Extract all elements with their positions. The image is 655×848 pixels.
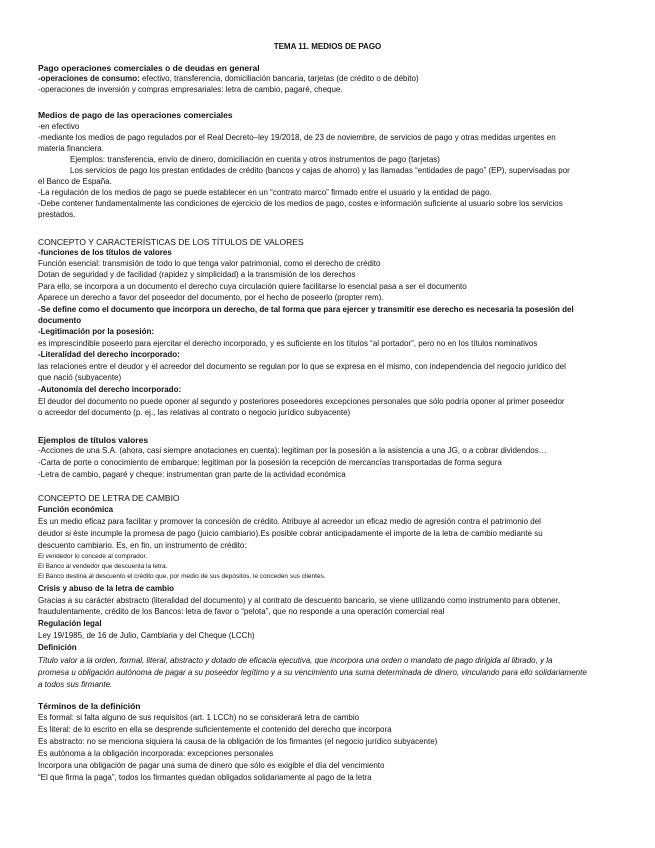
text-line: Es formal: si falta alguno de sus requisitos (art. 1 LCCh) no se considerará letra de cambio	[38, 713, 360, 722]
text-line: El deudor del documento no puede oponer al segundo y posteriores poseedores excepciones personales que sólo podría oponer al primer poseedor	[38, 397, 565, 406]
bold-label: -operaciones de consumo:	[38, 74, 140, 83]
text-line: Función esencial: transmisión de todo lo que tenga valor patrimonial, como el derecho de crédito	[38, 259, 381, 268]
small-text-line: El Banco destina al descuento el crédito que, por medio de sus depósitos, le conceden sus clientes.	[38, 573, 326, 580]
section-heading-letra: CONCEPTO DE LETRA DE CAMBIO	[38, 493, 180, 503]
text-line: Para ello, se incorpora a un documento el derecho cuya circulación quiere facilitarse lo esencial pasa a ser el documento	[38, 282, 467, 291]
text-line: fraudulentamente, crédito de los Bancos: letra de favor o “pelota”, que no responde a una operación comercial real	[38, 607, 445, 616]
text-line: deudor si éste incumple la promesa de pago (juicio cambiario).Es posible cobrar anticipadamente el importe de la letra de cambio mediante su	[38, 529, 543, 538]
italic-definition-line: a todos sus firmante.	[38, 680, 113, 689]
text-line: las relaciones entre el deudor y el acreedor del documento se regulan por lo que se expresa en el mismo, con independencia del negocio jurídico del	[38, 362, 566, 371]
text-line: -Debe contener fundamentalmente las condiciones de ejercicio de los medios de pago, costes e información suficiente al usuario sobre los servicios	[38, 199, 563, 208]
italic-definition-line: promesa u obligación autónoma de pagar a su poseedor legítimo y a su vencimiento una suma determinada de dinero, vinculando para ello solidariamente	[38, 668, 587, 677]
text-line: -en efectivo	[38, 122, 80, 131]
page-title: TEMA 11. MEDIOS DE PAGO	[273, 42, 382, 51]
text-line: -Carta de porte o conocimiento de embarque: legitiman por la posesión la recepción de mercancías transportadas de forma segura	[38, 458, 502, 467]
definition-line: documento	[38, 316, 82, 325]
subheading: Definición	[38, 643, 77, 652]
definition-line: -Se define como el documento que incorpora un derecho, de tal forma que para ejercer y transmitir ese derecho es necesaria la posesión del	[38, 305, 574, 314]
text-line: “El que firma la paga”, todos los firmantes quedan obligados solidariamente al pago de la letra	[38, 773, 372, 782]
text-line: es imprescindible poseerlo para ejercitar el derecho incorporado, y es suficiente en los títulos “al portador”, pero no en los títulos nominativos	[38, 339, 538, 348]
text-line: el Banco de España.	[38, 177, 112, 186]
text-line: Es literal: de lo escrito en ella se desprende suficientemente el contenido del derecho que incorpora	[38, 725, 392, 734]
section-heading-medios: Medios de pago de las operaciones comerciales	[38, 110, 233, 120]
text-line: descuento cambiario. Es, en fin, un instrumento de crédito:	[38, 541, 247, 550]
text-line: Aparece un derecho a favor del poseedor del documento, por el hecho de poseerlo (propter rem).	[38, 293, 384, 302]
text-line: Es abstracto: no se menciona siquiera la causa de la obligación de los firmantes (el negocio jurídico subyacente)	[38, 737, 438, 746]
text-line: Ejemplos: transferencia, envío de dinero, domiciliación en cuenta y otros instrumentos de pago (tarjetas)	[70, 155, 440, 164]
small-text-line: El vendedor lo concede al comprador.	[38, 553, 148, 560]
text-line: Gracias a su carácter abstracto (literalidad del documento) y al contrato de descuento bancario, se viene utilizando como instrumento para obtener,	[38, 596, 561, 605]
text-line: Los servicios de pago los prestan entidades de crédito (bancos y cajas de ahorro) y las llamadas “entidades de pago” (EP), supervisadas por	[70, 166, 570, 175]
text-line: -mediante los medios de pago regulados por el Real Decreto–ley 19/2018, de 23 de noviembre, de servicios de pago y otras medidas urgentes en	[38, 133, 556, 142]
italic-definition-line: Título valor a la orden, formal, literal, abstracto y dotado de eficacia ejecutiva, que incorpora una orden o mandato de pago dirigida al librado, y la	[38, 656, 553, 665]
text-line: Es un medio eficaz para facilitar y promover la concesión de crédito. Atribuye al acreedor un eficaz medio de agresión contra el patrimonio del	[38, 517, 541, 526]
section-heading-terminos: Términos de la definición	[38, 701, 141, 711]
text-line: que nació (subyacente)	[38, 373, 122, 382]
text-line: prestados.	[38, 210, 76, 219]
subheading: Regulación legal	[38, 619, 102, 628]
text-line: -La regulación de los medios de pago se puede establecer en un “contrato marco” firmado entre el usuario y la entidad de pago.	[38, 188, 492, 197]
text-line: Dotan de seguridad y de facilidad (rapidez y simplicidad) a la transmisión de los derechos	[38, 270, 356, 279]
subheading: Función económica	[38, 505, 114, 514]
subheading: -Autonomía del derecho incorporado:	[38, 385, 182, 394]
text-line: -operaciones de inversión y compras empresariales: letra de cambio, pagaré, cheque.	[38, 85, 343, 94]
text-span: efectivo, transferencia, domiciliación bancaria, tarjetas (de crédito o de débito)	[139, 74, 419, 83]
subheading: -funciones de los títulos de valores	[38, 248, 172, 257]
text-line: o acreedor del documento (p. ej., las relativas al contrato o negocio jurídico subyacente)	[38, 408, 351, 417]
text-line: -Letra de cambio, pagaré y cheque: instrumentan gran parte de la actividad económica	[38, 470, 346, 479]
text-line: materia financiera.	[38, 144, 104, 153]
text-line: Incorpora una obligación de pagar una suma de dinero que sólo es exigible el día del vencimiento	[38, 761, 385, 770]
small-text-line: El Banco al vendedor que descuenta la letra.	[38, 563, 168, 570]
text-line: -Acciones de una S.A. (ahora, casi siempre anotaciones en cuenta): legitiman por la posesión a la asistencia a una JG, o a cobrar dividendos…	[38, 446, 547, 455]
subheading: Crisis y abuso de la letra de cambio	[38, 584, 175, 593]
section-heading-concepto-titulos: CONCEPTO Y CARACTERÍSTICAS DE LOS TÍTULOS DE VALORES	[38, 237, 304, 247]
section-heading-ejemplos: Ejemplos de títulos valores	[38, 435, 149, 445]
section-heading-pago: Pago operaciones comerciales o de deudas en general	[38, 63, 260, 73]
subheading: -Legitimación por la posesión:	[38, 327, 155, 336]
text-line	[38, 74, 618, 84]
text-line: Ley 19/1985, de 16 de Julio, Cambiaria y del Cheque (LCCh)	[38, 631, 255, 640]
text-line: Es autónoma a la obligación incorporada: excepciones personales	[38, 749, 274, 758]
subheading: -Literalidad del derecho incorporado:	[38, 350, 180, 359]
